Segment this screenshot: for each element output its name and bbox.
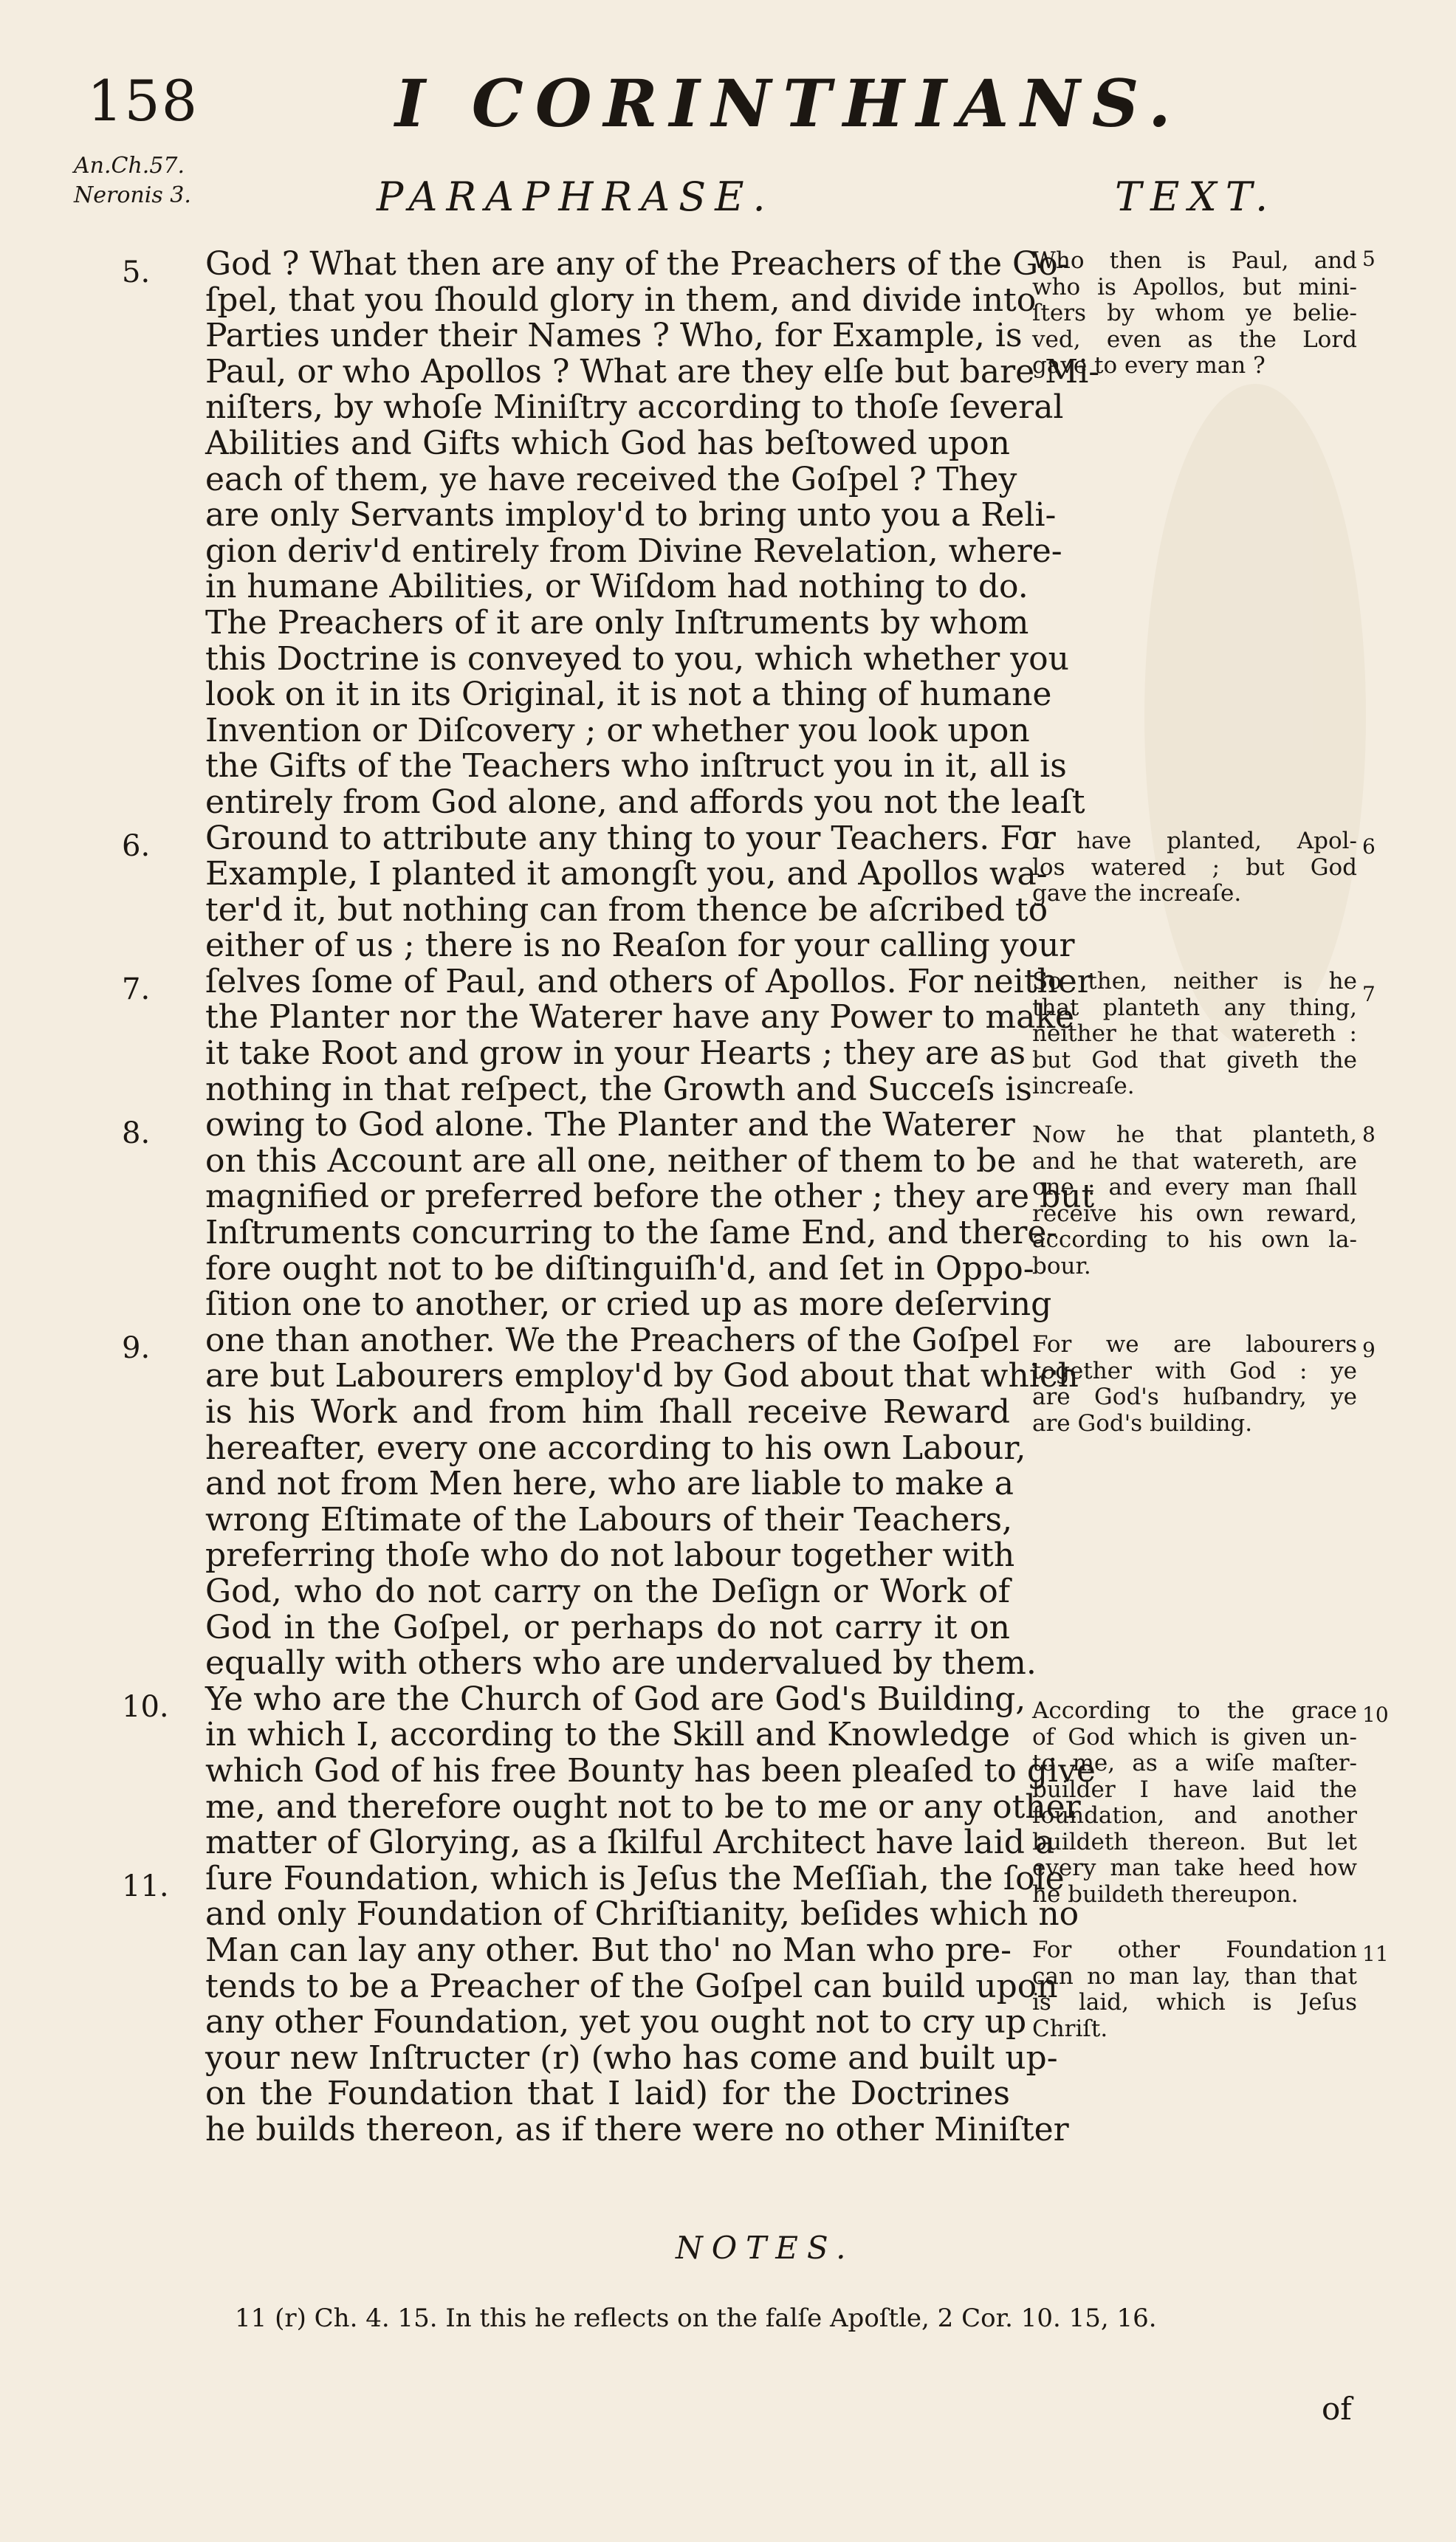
paraphrase-line: equally with others who are undervalued by them. (205, 1644, 1037, 1683)
text-line: who is Apollos, but mini- (1032, 273, 1357, 300)
paraphrase-line: me, and therefore ought not to be to me or any other (205, 1787, 1081, 1826)
paraphrase-line: on the Foundation that I laid) for the Doctrines (205, 2075, 1010, 2113)
paraphrase-line: matter of Glorying, as a ſkilful Architect have laid a (205, 1824, 1055, 1862)
paraphrase-line: ſpel, that you ſhould glory in them, and divide into (205, 281, 1037, 319)
text-verse-number: 7 (1362, 982, 1376, 1006)
text-verse-number: 9 (1362, 1338, 1376, 1362)
paper-stain (1144, 384, 1366, 1048)
footnote-r: 11 (r) Ch. 4. 15. In this he reflects on the falſe Apoſtle, 2 Cor. 10. 15, 16. (235, 2304, 1157, 2333)
text-verse-10 (1032, 1698, 1357, 1908)
notes-heading: NOTES. (676, 2230, 855, 2266)
text-line: of God which is given un- (1032, 1723, 1357, 1751)
text-line: Now he that planteth, (1032, 1121, 1357, 1148)
paraphrase-line: Invention or Diſcovery ; or whether you look upon (205, 711, 1030, 749)
paraphrase-line: it take Root and grow in your Hearts ; they are as (205, 1034, 1026, 1073)
text-heading: TEXT. (1115, 174, 1277, 220)
dating-line-1: An.Ch.57. (74, 153, 185, 179)
verse-number: 8. (122, 1116, 151, 1150)
text-line: Who then is Paul, and (1032, 247, 1357, 274)
text-line: buildeth thereon. But let (1032, 1828, 1357, 1855)
text-verse-8 (1032, 1122, 1357, 1279)
paraphrase-line: God ? What then are any of the Preachers of the Go- (205, 245, 1069, 283)
text-line: together with God : ye (1032, 1357, 1357, 1384)
text-verse-11 (1032, 1937, 1357, 2042)
text-line: neither he that watereth : (1032, 1020, 1357, 1047)
text-line: that planteth any thing, (1032, 994, 1357, 1021)
paraphrase-line: entirely from God alone, and affords you not the leaſt (205, 783, 1085, 821)
text-line: receive his own reward, (1032, 1200, 1357, 1227)
paraphrase-line: gion deriv'd entirely from Divine Revelation, where- (205, 532, 1062, 570)
paraphrase-line: God, who do not carry on the Deſign or Work of (205, 1572, 1010, 1610)
text-line: gave the increaſe. (1032, 880, 1242, 907)
paraphrase-line: either of us ; there is no Reaſon for your calling your (205, 927, 1075, 965)
paraphrase-line: in humane Abilities, or Wiſdom had nothing to do. (205, 568, 1029, 606)
text-verse-7 (1032, 969, 1357, 1100)
text-line: can no man lay, than that (1032, 1962, 1357, 1990)
paraphrase-line: fore ought not to be diſtinguiſh'd, and ſet in Oppo- (205, 1249, 1034, 1288)
paraphrase-line: any other Foundation, yet you ought not to cry up (205, 2003, 1027, 2041)
verse-number: 10. (122, 1690, 169, 1724)
text-verse-5 (1032, 248, 1357, 379)
text-verse-number: 5 (1362, 247, 1376, 271)
paraphrase-line: the Planter nor the Waterer have any Power to make (205, 998, 1075, 1037)
text-verse-6 (1032, 828, 1357, 907)
text-line: one : and every man ſhall (1032, 1174, 1357, 1200)
paraphrase-line: the Gifts of the Teachers who inſtruct you in it, all is (205, 747, 1067, 786)
paraphrase-line: in which I, according to the Skill and Knowledge (205, 1716, 1010, 1754)
text-line: I have planted, Apol- (1032, 828, 1357, 854)
text-line: every man take heed how (1032, 1855, 1357, 1881)
paraphrase-line: Paul, or who Apollos ? What are they elſe but bare Mi- (205, 352, 1100, 391)
text-line: ſters by whom ye belie- (1032, 300, 1357, 326)
paraphrase-line: Parties under their Names ? Who, for Example, is (205, 317, 1023, 355)
text-verse-9 (1032, 1332, 1357, 1437)
text-line: and he that watereth, are (1032, 1147, 1357, 1175)
text-line: For we are labourers (1032, 1331, 1357, 1358)
paraphrase-line: ſition one to another, or cried up as more deſerving (205, 1285, 1052, 1324)
paraphrase-line: are but Labourers employ'd by God about that which (205, 1357, 1079, 1395)
text-line: So then, neither is he (1032, 968, 1357, 995)
dating-margin (74, 151, 191, 210)
verse-number: 6. (122, 829, 151, 863)
running-title: I CORINTHIANS. (395, 65, 1183, 142)
paraphrase-line: hereafter, every one according to his own Labour, (205, 1429, 1026, 1467)
text-verse-number: 8 (1362, 1122, 1376, 1147)
paraphrase-line: on this Account are all one, neither of them to be (205, 1141, 1017, 1180)
paraphrase-line: and not from Men here, who are liable to make a (205, 1465, 1014, 1503)
text-line: increaſe. (1032, 1073, 1135, 1099)
paraphrase-line: each of them, ye have received the Goſpel ? They (205, 460, 1017, 498)
paraphrase-line: Example, I planted it amongſt you, and Apollos wa- (205, 855, 1048, 893)
paraphrase-line: look on it in its Original, it is not a thing of humane (205, 676, 1052, 714)
catchword: of (1322, 2391, 1352, 2427)
paraphrase-line: is his Work and from him ſhall receive Reward (205, 1393, 1010, 1431)
text-line: foundation, and another (1032, 1802, 1357, 1829)
verse-number: 7. (122, 972, 151, 1006)
paraphrase-line: wrong Eſtimate of the Labours of their Teachers, (205, 1500, 1013, 1539)
paraphrase-line: this Doctrine is conveyed to you, which whether you (205, 639, 1069, 678)
paraphrase-line: one than another. We the Preachers of the Goſpel (205, 1321, 1020, 1359)
text-line: to me, as a wiſe maſter- (1032, 1750, 1357, 1776)
verse-number: 5. (122, 255, 151, 289)
paraphrase-line: Ye who are the Church of God are God's Building, (205, 1680, 1026, 1718)
text-line: Chriſt. (1032, 2015, 1108, 2042)
text-verse-number: 6 (1362, 834, 1376, 859)
text-verse-number: 11 (1362, 1942, 1389, 1966)
verse-number: 9. (122, 1331, 151, 1365)
text-line: are God's building. (1032, 1409, 1253, 1437)
text-line: ved, even as the Lord (1032, 326, 1357, 353)
paraphrase-heading: PARAPHRASE. (377, 174, 775, 220)
paraphrase-line: Man can lay any other. But tho' no Man who pre- (205, 1931, 1012, 1969)
paraphrase-line: nothing in that reſpect, the Growth and Succeſs is (205, 1070, 1033, 1108)
paraphrase-line: ter'd it, but nothing can from thence be aſcribed to (205, 890, 1048, 929)
text-line: gave to every man ? (1032, 352, 1266, 379)
paraphrase-line: ſure Foundation, which is Jeſus the Meſſiah, the ſole (205, 1859, 1065, 1897)
paraphrase-line: owing to God alone. The Planter and the Waterer (205, 1106, 1015, 1144)
paraphrase-line: magnified or preferred before the other ; they are but (205, 1178, 1095, 1216)
text-line: he buildeth thereupon. (1032, 1880, 1299, 1908)
page-number: 158 (87, 68, 199, 134)
paraphrase-line: Inſtruments concurring to the ſame End, and there- (205, 1214, 1058, 1252)
text-line: builder I have laid the (1032, 1776, 1357, 1803)
paraphrase-line: are only Servants imploy'd to bring unto you a Reli- (205, 496, 1057, 535)
paraphrase-line: ſelves ſome of Paul, and others of Apollos. For neither (205, 962, 1093, 1000)
paraphrase-line: niſters, by whoſe Miniſtry according to thoſe ſeveral (205, 388, 1064, 427)
paraphrase-line: which God of his free Bounty has been pleaſed to give (205, 1751, 1096, 1790)
dating-line-2: Neronis 3. (74, 182, 191, 208)
paraphrase-line: Abilities and Gifts which God has beſtowed upon (205, 424, 1010, 462)
paraphrase-line: your new Inſtructer (r) (who has come and built up- (205, 2038, 1058, 2077)
text-line: bour. (1032, 1252, 1091, 1279)
paraphrase-line: The Preachers of it are only Inſtruments by whom (205, 603, 1029, 642)
text-line: according to his own la- (1032, 1226, 1357, 1253)
text-verse-number: 10 (1362, 1703, 1389, 1727)
paraphrase-line: God in the Goſpel, or perhaps do not carry it on (205, 1608, 1010, 1646)
paraphrase-line: Ground to attribute any thing to your Teachers. For (205, 819, 1056, 857)
text-line: For other Foundation (1032, 1937, 1357, 1963)
paraphrase-line: he builds thereon, as if there were no other Miniſter (205, 2110, 1069, 2148)
paraphrase-line: tends to be a Preacher of the Goſpel can build upon (205, 1967, 1058, 2005)
text-line: but God that giveth the (1032, 1046, 1357, 1074)
verse-number: 11. (122, 1869, 169, 1903)
text-line: is laid, which is Jeſus (1032, 1989, 1357, 2016)
text-line: According to the grace (1032, 1697, 1357, 1724)
text-line: los watered ; but God (1032, 853, 1357, 881)
text-line: are God's huſbandry, ye (1032, 1384, 1357, 1410)
paraphrase-line: preferring thoſe who do not labour together with (205, 1536, 1015, 1575)
paraphrase-line: and only Foundation of Chriſtianity, beſides which no (205, 1895, 1079, 1934)
